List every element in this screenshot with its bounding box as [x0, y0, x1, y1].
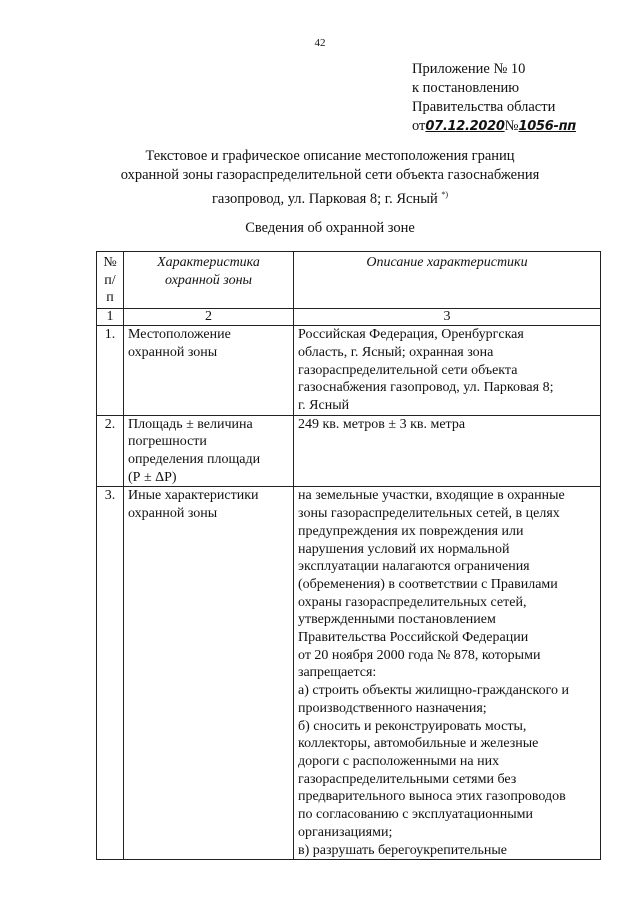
title-line-3: газопровод, ул. Парковая 8; г. Ясный *) — [211, 190, 449, 207]
appendix-date-line — [412, 117, 576, 136]
page-number: 42 — [314, 37, 326, 49]
description-line: по согласованию с эксплуатационными — [298, 807, 533, 823]
description-line: дороги с расположенными на них — [298, 753, 500, 769]
index-cell: 2 — [124, 309, 294, 326]
description-line: газоснабжения газопровод, ул. Парковая 8; — [298, 380, 554, 396]
header-description: Описание характеристики — [294, 252, 601, 309]
description-cell — [294, 415, 601, 487]
description-line: г. Ясный — [298, 397, 350, 413]
description-line: производственного назначения; — [298, 700, 487, 716]
row-number-cell: 1. — [97, 326, 124, 416]
description-line: на земельные участки, входящие в охранные — [298, 488, 565, 504]
footnote-mark: *) — [441, 190, 449, 199]
description-line: газораспределительными сетями без — [298, 771, 517, 787]
index-cell: 3 — [294, 309, 601, 326]
characteristic-line: Иные характеристики — [128, 488, 259, 504]
description-cell — [294, 326, 601, 416]
appendix-line-1: Приложение № 10 — [412, 61, 526, 77]
table-index-row — [97, 309, 601, 326]
description-line: предварительного выноса этих газопроводов — [298, 789, 566, 805]
description-line: (обременения) в соответствии с Правилами — [298, 576, 558, 592]
description-line: организациями; — [298, 824, 393, 840]
appendix-line-3: Правительства области — [412, 99, 556, 115]
appendix-block — [412, 60, 576, 136]
section-subtitle: Сведения об охранной зоне — [245, 220, 415, 236]
characteristic-line: Площадь ± величина — [128, 416, 253, 432]
description-line: эксплуатации налагаются ограничения — [298, 559, 530, 575]
description-line: газораспределительной сети объекта — [298, 362, 518, 378]
description-line: утвержденными постановлением — [298, 612, 496, 628]
description-line: от 20 ноября 2000 года № 878, которыми — [298, 647, 541, 663]
characteristic-line: определения площади — [128, 452, 261, 468]
description-line: Правительства Российской Федерации — [298, 630, 529, 646]
description-line: область, г. Ясный; охранная зона — [298, 344, 494, 360]
table-header-row — [97, 252, 601, 309]
document-title — [100, 147, 560, 209]
description-line: Российская Федерация, Оренбургская — [298, 327, 524, 343]
description-cell — [294, 487, 601, 860]
handwritten-number: 1056-пп — [518, 119, 576, 134]
number-sign: № — [504, 118, 519, 134]
description-line: коллекторы, автомобильные и железные — [298, 736, 539, 752]
row-number-cell: 2. — [97, 415, 124, 487]
characteristic-cell — [124, 415, 294, 487]
characteristic-line: погрешности — [128, 434, 207, 450]
row-number-cell: 3. — [97, 487, 124, 860]
characteristic-line: охранной зоны — [128, 506, 218, 522]
header-num: № п/п — [97, 252, 124, 309]
index-cell: 1 — [97, 309, 124, 326]
characteristic-line: охранной зоны — [128, 344, 218, 360]
header-characteristic: Характеристика охранной зоны — [124, 252, 294, 309]
table-row — [97, 326, 601, 416]
description-line: запрещается: — [298, 665, 377, 681]
characteristic-line: Местоположение — [128, 327, 231, 343]
description-line: зоны газораспределительных сетей, в целях — [298, 506, 560, 522]
description-line: а) строить объекты жилищно-гражданского и — [298, 683, 569, 699]
description-line: б) сносить и реконструировать мосты, — [298, 718, 527, 734]
characteristic-line: (Р ± ΔР) — [128, 469, 177, 485]
description-line: предупреждения их повреждения или — [298, 523, 524, 539]
characteristic-cell — [124, 326, 294, 416]
date-prefix: от — [412, 118, 426, 134]
characteristic-cell — [124, 487, 294, 860]
description-line: охраны газораспределительных сетей, — [298, 594, 527, 610]
handwritten-date: 07.12.2020 — [425, 119, 505, 134]
zone-info-table — [96, 251, 601, 860]
table-row — [97, 487, 601, 860]
appendix-line-2: к постановлению — [412, 80, 520, 96]
description-line: 249 кв. метров ± 3 кв. метра — [298, 416, 466, 432]
table-row — [97, 415, 601, 487]
title-line-1: Текстовое и графическое описание местоположения границ — [145, 148, 515, 164]
title-line-2: охранной зоны газораспределительной сети объекта газоснабжения — [120, 167, 540, 183]
description-line: в) разрушать берегоукрепительные — [298, 842, 508, 858]
description-line: нарушения условий их нормальной — [298, 541, 510, 557]
